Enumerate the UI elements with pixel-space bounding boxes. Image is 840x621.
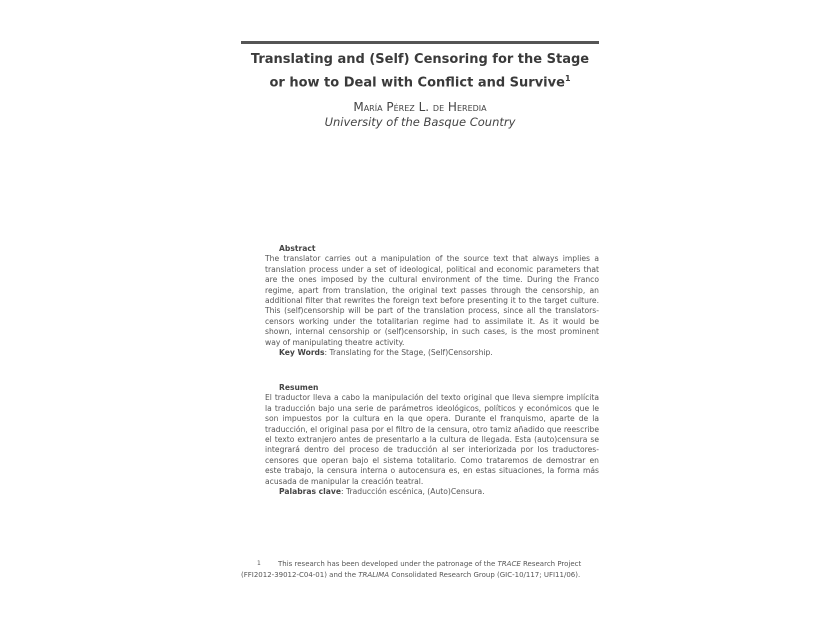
footnote-line-2 [241,570,599,581]
keywords-value: : Translating for the Stage, (Self)Censorship. [324,348,493,358]
keywords-label: Key Words [279,348,325,358]
author-name: María Pérez L. de Heredia [353,100,487,114]
palabras-clave-label: Palabras clave [279,487,342,497]
title-line-2-text: or how to Deal with Conflict and Survive [269,75,565,91]
top-rule [241,41,599,44]
resumen-section [265,383,599,497]
footnote-line-1 [278,559,599,570]
footnote-text-a: This research has been developed under the patronage of the [278,560,498,568]
footnote-text-c: (FFI2012-39012-C04-01) and the [241,571,359,579]
abstract-section [265,244,599,358]
author-affiliation: University of the Basque Country [324,115,516,129]
abstract-heading: Abstract [279,244,316,253]
title-line-1: Translating and (Self) Censoring for the Stage [250,52,590,67]
resumen-text: El traductor lleva a cabo la manipulación del texto original que lleva siempre implícita la traducción bajo una serie de parámetros ideológicos, políticos y económicos que le son impuestos por la cultura en la que opera. Durante el franquismo, aparte de la traducción, el original pasa por el filtro de la censura, otro tamiz añadido que reescribe el texto extranjero antes de presentarlo a la cultura de llegada. Esta (auto)censura se integrará dentro del proceso de traducción al ser interiorizada por los traductores-censores que operan bajo el sistema totalitario. Como trataremos de demostrar en este trabajo, la censura interna o autocensura es, en estas situaciones, la forma más acusada de manipular la creación teatral. [265,393,599,486]
footnote-tralima: TRALIMA [358,571,390,579]
paper-title [241,50,599,92]
abstract-text: The translator carries out a manipulation of the source text that always implies a translation process under a set of ideological, political and economic parameters that are the ones imposed by the cultural environment of the time. During the Franco regime, apart from translation, the original text passes through the censorship, an additional filter that rewrites the foreign text before presenting it to the target culture. This (self)censorship will be part of the translation process, since all the translators-censors working under the totalitarian regime had to assimilate it. As it would be shown, internal censorship or (self)censorship, in such cases, is the most prominent way of manipulating theatre activity. [265,254,599,347]
footnote [241,559,599,581]
resumen-keywords [279,487,599,497]
palabras-clave-value: : Traducción escénica, (Auto)Censura. [341,487,485,497]
footnote-text-d: Consolidated Research Group (GIC-10/117; UFI11/06). [389,571,581,579]
footnote-trace: TRACE [497,560,521,568]
abstract-keywords [279,348,599,358]
title-line-2 [241,69,599,92]
footnote-text-b: Research Project [520,560,582,568]
title-footnote-mark: 1 [564,74,571,83]
resumen-heading: Resumen [279,383,319,392]
footnote-mark: 1 [257,560,261,567]
